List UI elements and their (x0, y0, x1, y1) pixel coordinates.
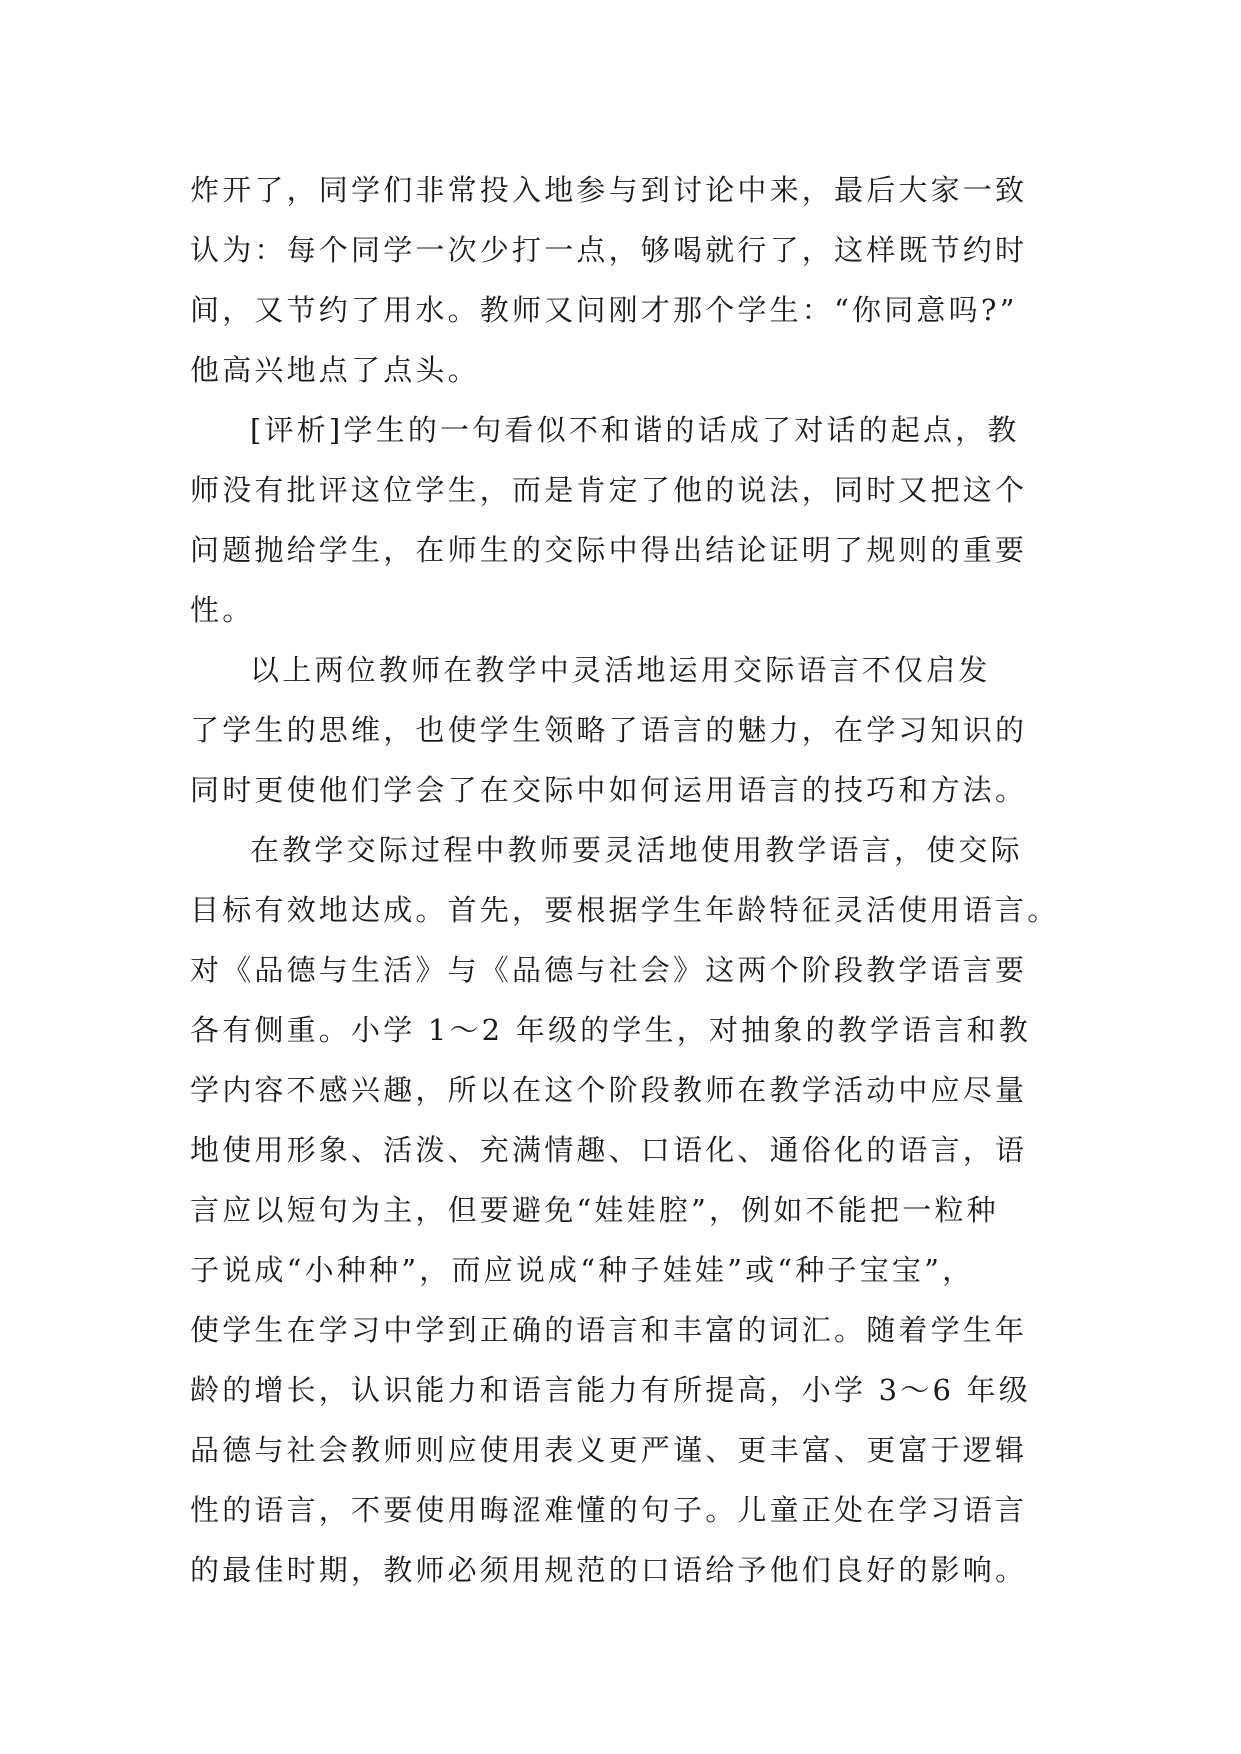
text-line: 认为：每个同学一次少打一点，够喝就行了，这样既节约时 (190, 233, 1028, 267)
text-line: 使学生在学习中学到正确的语言和丰富的词汇。随着学生年 (190, 1313, 1028, 1347)
text-line: 言应以短句为主，但要避免“娃娃腔”，例如不能把一粒种 (190, 1193, 999, 1227)
text-line: 品德与社会教师则应使用表义更严谨、更丰富、更富于逻辑 (190, 1433, 1028, 1467)
text-line: 地使用形象、活泼、充满情趣、口语化、通俗化的语言，语 (190, 1133, 1028, 1167)
text-line: 各有侧重。小学 1～2 年级的学生，对抽象的教学语言和教 (190, 1013, 1031, 1047)
text-line: 的最佳时期，教师必须用规范的口语给予他们良好的影响。 (190, 1553, 1028, 1587)
text-line: 同时更使他们学会了在交际中如何运用语言的技巧和方法。 (190, 773, 1028, 807)
text-line: 炸开了，同学们非常投入地参与到讨论中来，最后大家一致 (190, 173, 1028, 207)
text-line: 性的语言，不要使用晦涩难懂的句子。儿童正处在学习语言 (190, 1493, 1028, 1527)
text-line: 目标有效地达成。首先，要根据学生年龄特征灵活使用语言。 (190, 893, 1060, 927)
text-line: 学内容不感兴趣，所以在这个阶段教师在教学活动中应尽量 (190, 1073, 1028, 1107)
body-text (190, 160, 1070, 1600)
text-line: 性。 (190, 593, 255, 627)
text-line: 间，又节约了用水。教师又问刚才那个学生：“你同意吗?” (190, 293, 1018, 327)
text-line: 他高兴地点了点头。 (190, 353, 480, 387)
text-line: 对《品德与生活》与《品德与社会》这两个阶段教学语言要 (190, 953, 1028, 987)
text-line: 龄的增长，认识能力和语言能力有所提高，小学 3～6 年级 (190, 1373, 1031, 1407)
text-line: 师没有批评这位学生，而是肯定了他的说法，同时又把这个 (190, 473, 1028, 507)
text-line: 子说成“小种种”，而应说成“种子娃娃”或“种子宝宝”， (190, 1253, 975, 1287)
text-line: 问题抛给学生，在师生的交际中得出结论证明了规则的重要 (190, 533, 1028, 567)
summary-first-line: 以上两位教师在教学中灵活地运用交际语言不仅启发 (250, 653, 991, 687)
analysis-first-line: [评析]学生的一句看似不和谐的话成了对话的起点，教 (250, 413, 1020, 447)
main-first-line: 在教学交际过程中教师要灵活地使用教学语言，使交际 (250, 833, 1023, 867)
text-line: 了学生的思维，也使学生领略了语言的魅力，在学习知识的 (190, 713, 1028, 747)
